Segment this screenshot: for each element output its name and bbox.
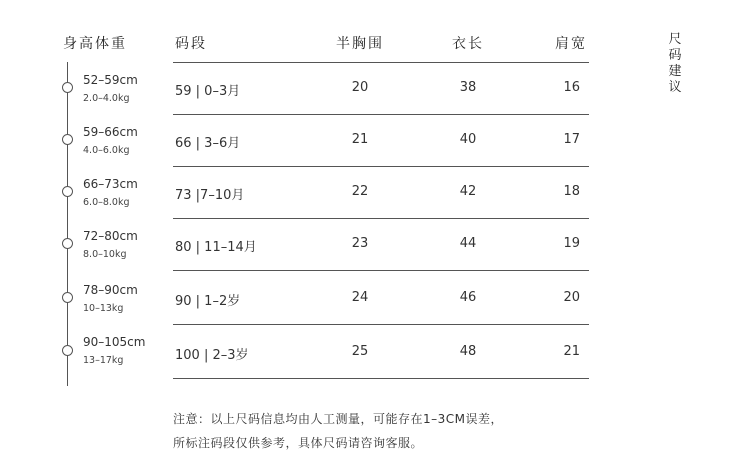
row-divider — [173, 218, 589, 219]
height-range: 66–73cm — [83, 177, 138, 191]
timeline-dot — [62, 345, 73, 356]
height-range: 59–66cm — [83, 125, 138, 139]
row-divider — [173, 166, 589, 167]
length-value: 44 — [459, 236, 477, 251]
weight-range: 4.0–6.0kg — [83, 145, 130, 156]
half-chest-value: 25 — [351, 344, 369, 359]
timeline-dot — [62, 134, 73, 145]
weight-range: 6.0–8.0kg — [83, 197, 130, 208]
header-height-weight: 身高体重 — [63, 36, 127, 52]
length-value: 38 — [459, 80, 477, 95]
timeline-line — [67, 62, 68, 386]
side-title-char: 建 — [668, 64, 682, 79]
header-half-chest: 半胸围 — [336, 36, 384, 52]
side-title-char: 尺 — [668, 32, 682, 47]
length-value: 46 — [459, 290, 477, 305]
half-chest-value: 24 — [351, 290, 369, 305]
height-range: 52–59cm — [83, 73, 138, 87]
size-code: 66 | 3–6月 — [175, 136, 241, 151]
row-divider — [173, 114, 589, 115]
header-shoulder: 肩宽 — [555, 36, 587, 52]
height-range: 90–105cm — [83, 335, 146, 349]
shoulder-value: 17 — [563, 132, 580, 147]
half-chest-value: 23 — [351, 236, 369, 251]
half-chest-value: 20 — [351, 80, 369, 95]
size-suggestion-title — [667, 32, 683, 96]
half-chest-value: 22 — [351, 184, 369, 199]
size-code: 100 | 2–3岁 — [175, 348, 249, 363]
table-bottom-line — [173, 378, 589, 379]
row-divider — [173, 324, 589, 325]
note-line-1: 注意：以上尺码信息均由人工测量，可能存在1–3CM误差， — [173, 412, 504, 426]
header-length: 衣长 — [452, 36, 484, 52]
shoulder-value: 19 — [563, 236, 580, 251]
weight-range: 2.0–4.0kg — [83, 93, 130, 104]
length-value: 40 — [459, 132, 477, 147]
length-value: 42 — [459, 184, 477, 199]
weight-range: 13–17kg — [83, 355, 124, 366]
length-value: 48 — [459, 344, 477, 359]
shoulder-value: 21 — [563, 344, 580, 359]
half-chest-value: 21 — [351, 132, 369, 147]
table-top-line — [173, 62, 589, 63]
note-line-2: 所标注码段仅供参考，具体尺码请咨询客服。 — [173, 436, 424, 450]
side-title-char: 议 — [668, 80, 682, 95]
size-code: 90 | 1–2岁 — [175, 294, 241, 309]
shoulder-value: 16 — [563, 80, 580, 95]
height-range: 72–80cm — [83, 229, 138, 243]
height-range: 78–90cm — [83, 283, 138, 297]
size-code: 73 |7–10月 — [175, 188, 245, 203]
header-size-code: 码段 — [175, 36, 207, 52]
size-code: 59 | 0–3月 — [175, 84, 241, 99]
side-title-char: 码 — [668, 48, 682, 63]
shoulder-value: 20 — [563, 290, 580, 305]
weight-range: 8.0–10kg — [83, 249, 127, 260]
shoulder-value: 18 — [563, 184, 580, 199]
row-divider — [173, 270, 589, 271]
weight-range: 10–13kg — [83, 303, 124, 314]
timeline-dot — [62, 238, 73, 249]
timeline-dot — [62, 82, 73, 93]
timeline-dot — [62, 292, 73, 303]
size-code: 80 | 11–14月 — [175, 240, 257, 255]
timeline-dot — [62, 186, 73, 197]
